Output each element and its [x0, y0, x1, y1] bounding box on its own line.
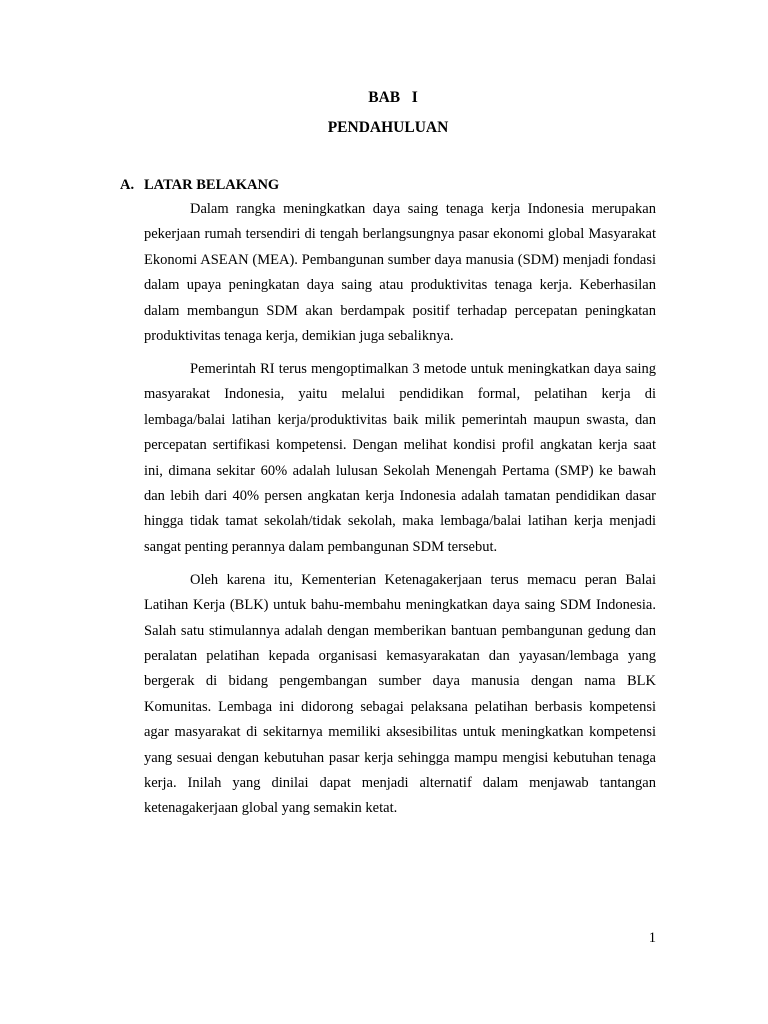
page-number: 1: [648, 930, 656, 946]
chapter-number: BAB I: [368, 89, 418, 106]
paragraph: Dalam rangka meningkatkan daya saing tenaga kerja Indonesia merupakan pekerjaan rumah tersendiri di tengah berlangsungnya pasar ekonomi global Masyarakat Ekonomi ASEAN (MEA). Pembangunan sumber daya manusia (SDM) menjadi fondasi dalam upaya peningkatan daya saing atau produktivitas tenaga kerja. Keberhasilan dalam membangun SDM akan berdampak positif terhadap percepatan peningkatan produktivitas tenaga kerja, demikian juga sebaliknya.: [144, 201, 656, 345]
section-title: LATAR BELAKANG: [144, 177, 280, 193]
paragraph: Oleh karena itu, Kementerian Ketenagakerjaan terus memacu peran Balai Latihan Kerja (BLK) untuk bahu-membahu meningkatkan daya saing SDM Indonesia. Salah satu stimulannya adalah dengan memberikan bantuan pembangunan gedung dan peralatan pelatihan kepada organisasi kemasyarakatan dan yayasan/lembaga yang bergerak di bidang pengembangan sumber daya manusia dengan nama BLK Komunitas. Lembaga ini didorong sebagai pelaksana pelatihan berbasis kompetensi agar masyarakat di sekitarnya memiliki aksesibilitas untuk meningkatkan kompetensi yang sesuai dengan kebutuhan pasar kerja sehingga mampu mengisi kebutuhan tenaga kerja. Inilah yang dinilai dapat menjadi alternatif dalam menjawab tantangan ketenagakerjaan global yang semakin ketat.: [144, 571, 656, 817]
chapter-title: PENDAHULUAN: [327, 119, 449, 136]
section-heading: [120, 175, 279, 195]
section-letter: A.: [120, 177, 135, 193]
body-text: [144, 197, 656, 822]
paragraph: Pemerintah RI terus mengoptimalkan 3 metode untuk meningkatkan daya saing masyarakat Indonesia, yaitu melalui pendidikan formal, pelatihan kerja di lembaga/balai latihan kerja/produktivitas baik milik pemerintah maupun swasta, dan percepatan sertifikasi kompetensi. Dengan melihat kondisi profil angkatan kerja saat ini, dimana sekitar 60% adalah lulusan Sekolah Menengah Pertama (SMP) ke bawah dan lebih dari 40% persen angkatan kerja Indonesia adalah tamatan pendidikan dasar hingga tidak tamat sekolah/tidak sekolah, maka lembaga/balai latihan kerja menjadi sangat penting perannya dalam pembangunan SDM tersebut.: [144, 360, 656, 555]
